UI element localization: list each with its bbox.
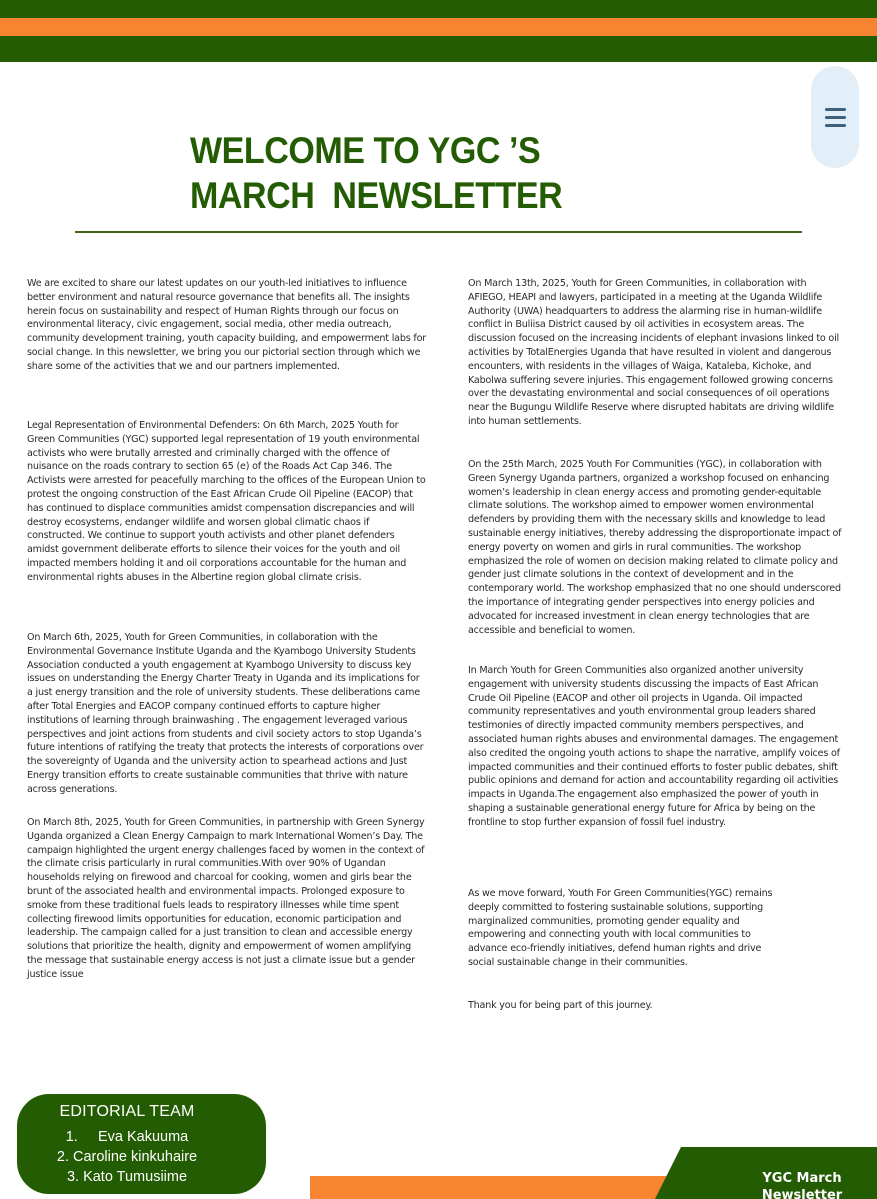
- editorial-team-box: [17, 1094, 266, 1194]
- legal-representation-paragraph: Legal Representation of Environmental Defenders: On 6th March, 2025 Youth for Green Communities (YGC) supported legal representation of 19 youth environmental activists who were brutally arrested and criminally charged with the offence of nuisance on the roads contrary to section 65 (e) of the Roads Act Cap 346. The Activists were arrested for peacefully marching to the offices of the European Union to protest the ongoing construction of the East African Crude Oil Pipeline (EACOP) that has continued to displace communities amidst compensation discrepancies and will destroy ecosystems, endanger wildlife and worsen global climatic chaos if constructed. We continue to support youth activists and other planet defenders amidst government deliberate efforts to silence their voices for the youth and oil impacted members holding it and oil corporations accountable for the human and environmental rights abuses in the Albertine region global climate crisis.: [27, 420, 426, 583]
- title-divider: [75, 231, 802, 233]
- header-band-green-top: [0, 0, 877, 18]
- hamburger-menu-icon: [825, 108, 846, 127]
- title-line-1: WELCOME TO YGC ’S: [190, 130, 541, 171]
- intro-paragraph: We are excited to share our latest updates on our youth-led initiatives to influence better environment and natural resource governance that benefits all. The insights herein focus on sustainability and respect of Human Rights through our focus on environmental literacy, civic engagement, social media, other media outreach, community development training, youth capacity building, and empowerment labs for social change. In this newsletter, we bring you our pictorial section through which we share some of the activities that we and our partners implemented.: [27, 278, 426, 372]
- university-engagement-paragraph: In March Youth for Green Communities also organized another university engagement with university students discussing the impacts of East African Crude Oil Pipeline (EACOP and other oil projects in Uganda. Oil impacted community representatives and youth environmental group leaders shared testimonies of directly impacted community members perspectives, and associated human rights abuses and environmental damages. The engagement also credited the ongoing youth actions to shape the narrative, amplify voices of impacted communities and their continued efforts to foster public debates, shift public opinions and demand for action and accountability regarding oil activities impacts in Uganda.The engagement also emphasized the power of youth in shaping a sustainable generational energy future for Africa by being on the frontline to stop further expansion of fossil fuel industry.: [468, 665, 840, 828]
- header-band-green-bottom: [0, 36, 877, 62]
- closing-paragraph: As we move forward, Youth For Green Communities(YGC) remains deeply committed to fostering sustainable solutions, supporting marginalized communities, promoting gender equality and empowering and connecting youth with local communities to advance eco-friendly initiatives, defend human rights and drive social sustainable change in their communities.: [468, 888, 773, 968]
- editorial-member: 3. Kato Tumusiime: [66, 1169, 188, 1185]
- footer-band-orange: [310, 1176, 710, 1199]
- thank-you-line: Thank you for being part of this journey.: [468, 1000, 653, 1011]
- menu-button[interactable]: [811, 66, 859, 168]
- editorial-member: 1. Eva Kakuuma: [65, 1129, 189, 1145]
- header-band-orange: [0, 18, 877, 36]
- uwa-meeting-paragraph: On March 13th, 2025, Youth for Green Communities, in collaboration with AFIEGO, HEAPI and lawyers, participated in a meeting at the Uganda Wildlife Authority (UWA) headquarters to address the alarming rise in human-wildlife conflict in Buliisa District caused by oil activities in ecosystem areas. The discussion focused on the increasing incidents of elephant invasions linked to oil activities by TotalEnergies Uganda that have resulted in violent and dangerous encounters, with residents in the villages of Waiga, Kataleba, Kichoke, and Kabolwa suffering severe injuries. This engagement followed growing concerns over the devastating environmental and social consequences of oil operations near the Bugungu Wildlife Reserve where disrupted habitats are driving wildlife into human settlements.: [468, 278, 840, 427]
- editorial-team-title: EDITORIAL TEAM: [59, 1103, 195, 1120]
- clean-energy-campaign-paragraph: On March 8th, 2025, Youth for Green Communities, in partnership with Green Synergy Uganda organized a Clean Energy Campaign to mark International Women’s Day. The campaign highlighted the urgent energy challenges faced by women in the context of the climate crisis particularly in rural communities.With over 90% of Ugandan households relying on firewood and charcoal for cooking, women and girls bear the brunt of the associated health and environmental impacts. Prolonged exposure to smoke from these traditional fuels leads to respiratory illnesses while time spent collecting firewood limits opportunities for education, economic participation and leadership. The campaign called for a just transition to clean and accessible energy solutions that prioritize the health, dignity and empowerment of women amplifying the message that sustainable energy access is not just a climate issue but a gender justice issue: [27, 817, 425, 980]
- editorial-member: 2. Caroline kinkuhaire: [56, 1149, 198, 1165]
- womens-workshop-paragraph: On the 25th March, 2025 Youth For Communities (YGC), in collaboration with Green Synergy Uganda partners, organized a workshop focused on enhancing women’s leadership in clean energy access and promoting gender-equitable climate solutions. The workshop aimed to empower women environmental defenders by providing them with the necessary skills and knowledge to lead sustainable energy initiatives, thereby addressing the disproportionate impact of energy poverty on women and girls in rural communities. The workshop emphasized the role of women on decision making related to climate policy and gender just climate solutions in the context of development and in the contemporary world. The workshop emphasized that no one should underscored the importance of integrating gender perspectives into energy policies and advocated for increased investment in clean energy technologies that are accessible and beneficial to women.: [468, 459, 842, 636]
- title-line-2: MARCH NEWSLETTER: [190, 175, 563, 216]
- page-title: [190, 128, 562, 218]
- footer-label: YGC March Newsletter: [761, 1171, 843, 1199]
- kyambogo-engagement-paragraph: On March 6th, 2025, Youth for Green Communities, in collaboration with the Environmental Governance Institute Uganda and the Kyambogo University Students Association conducted a youth engagement at Kyambogo University to discuss key issues on understanding the Energy Charter Treaty in Uganda and its implications for a just energy transition and the role of university students. These deliberations came after Total Energies and EACOP company continued efforts to capture higher institutions of learning through brainwashing . The engagement leveraged various perspectives and joint actions from students and civil society actors to stop Uganda’s future intentions of ratifying the treaty that protects the interests of corporations over the sovereignty of Uganda and the university action to spearhead actions and Just Energy transition efforts to create sustainable communities that thrive with nature across generations.: [27, 632, 424, 795]
